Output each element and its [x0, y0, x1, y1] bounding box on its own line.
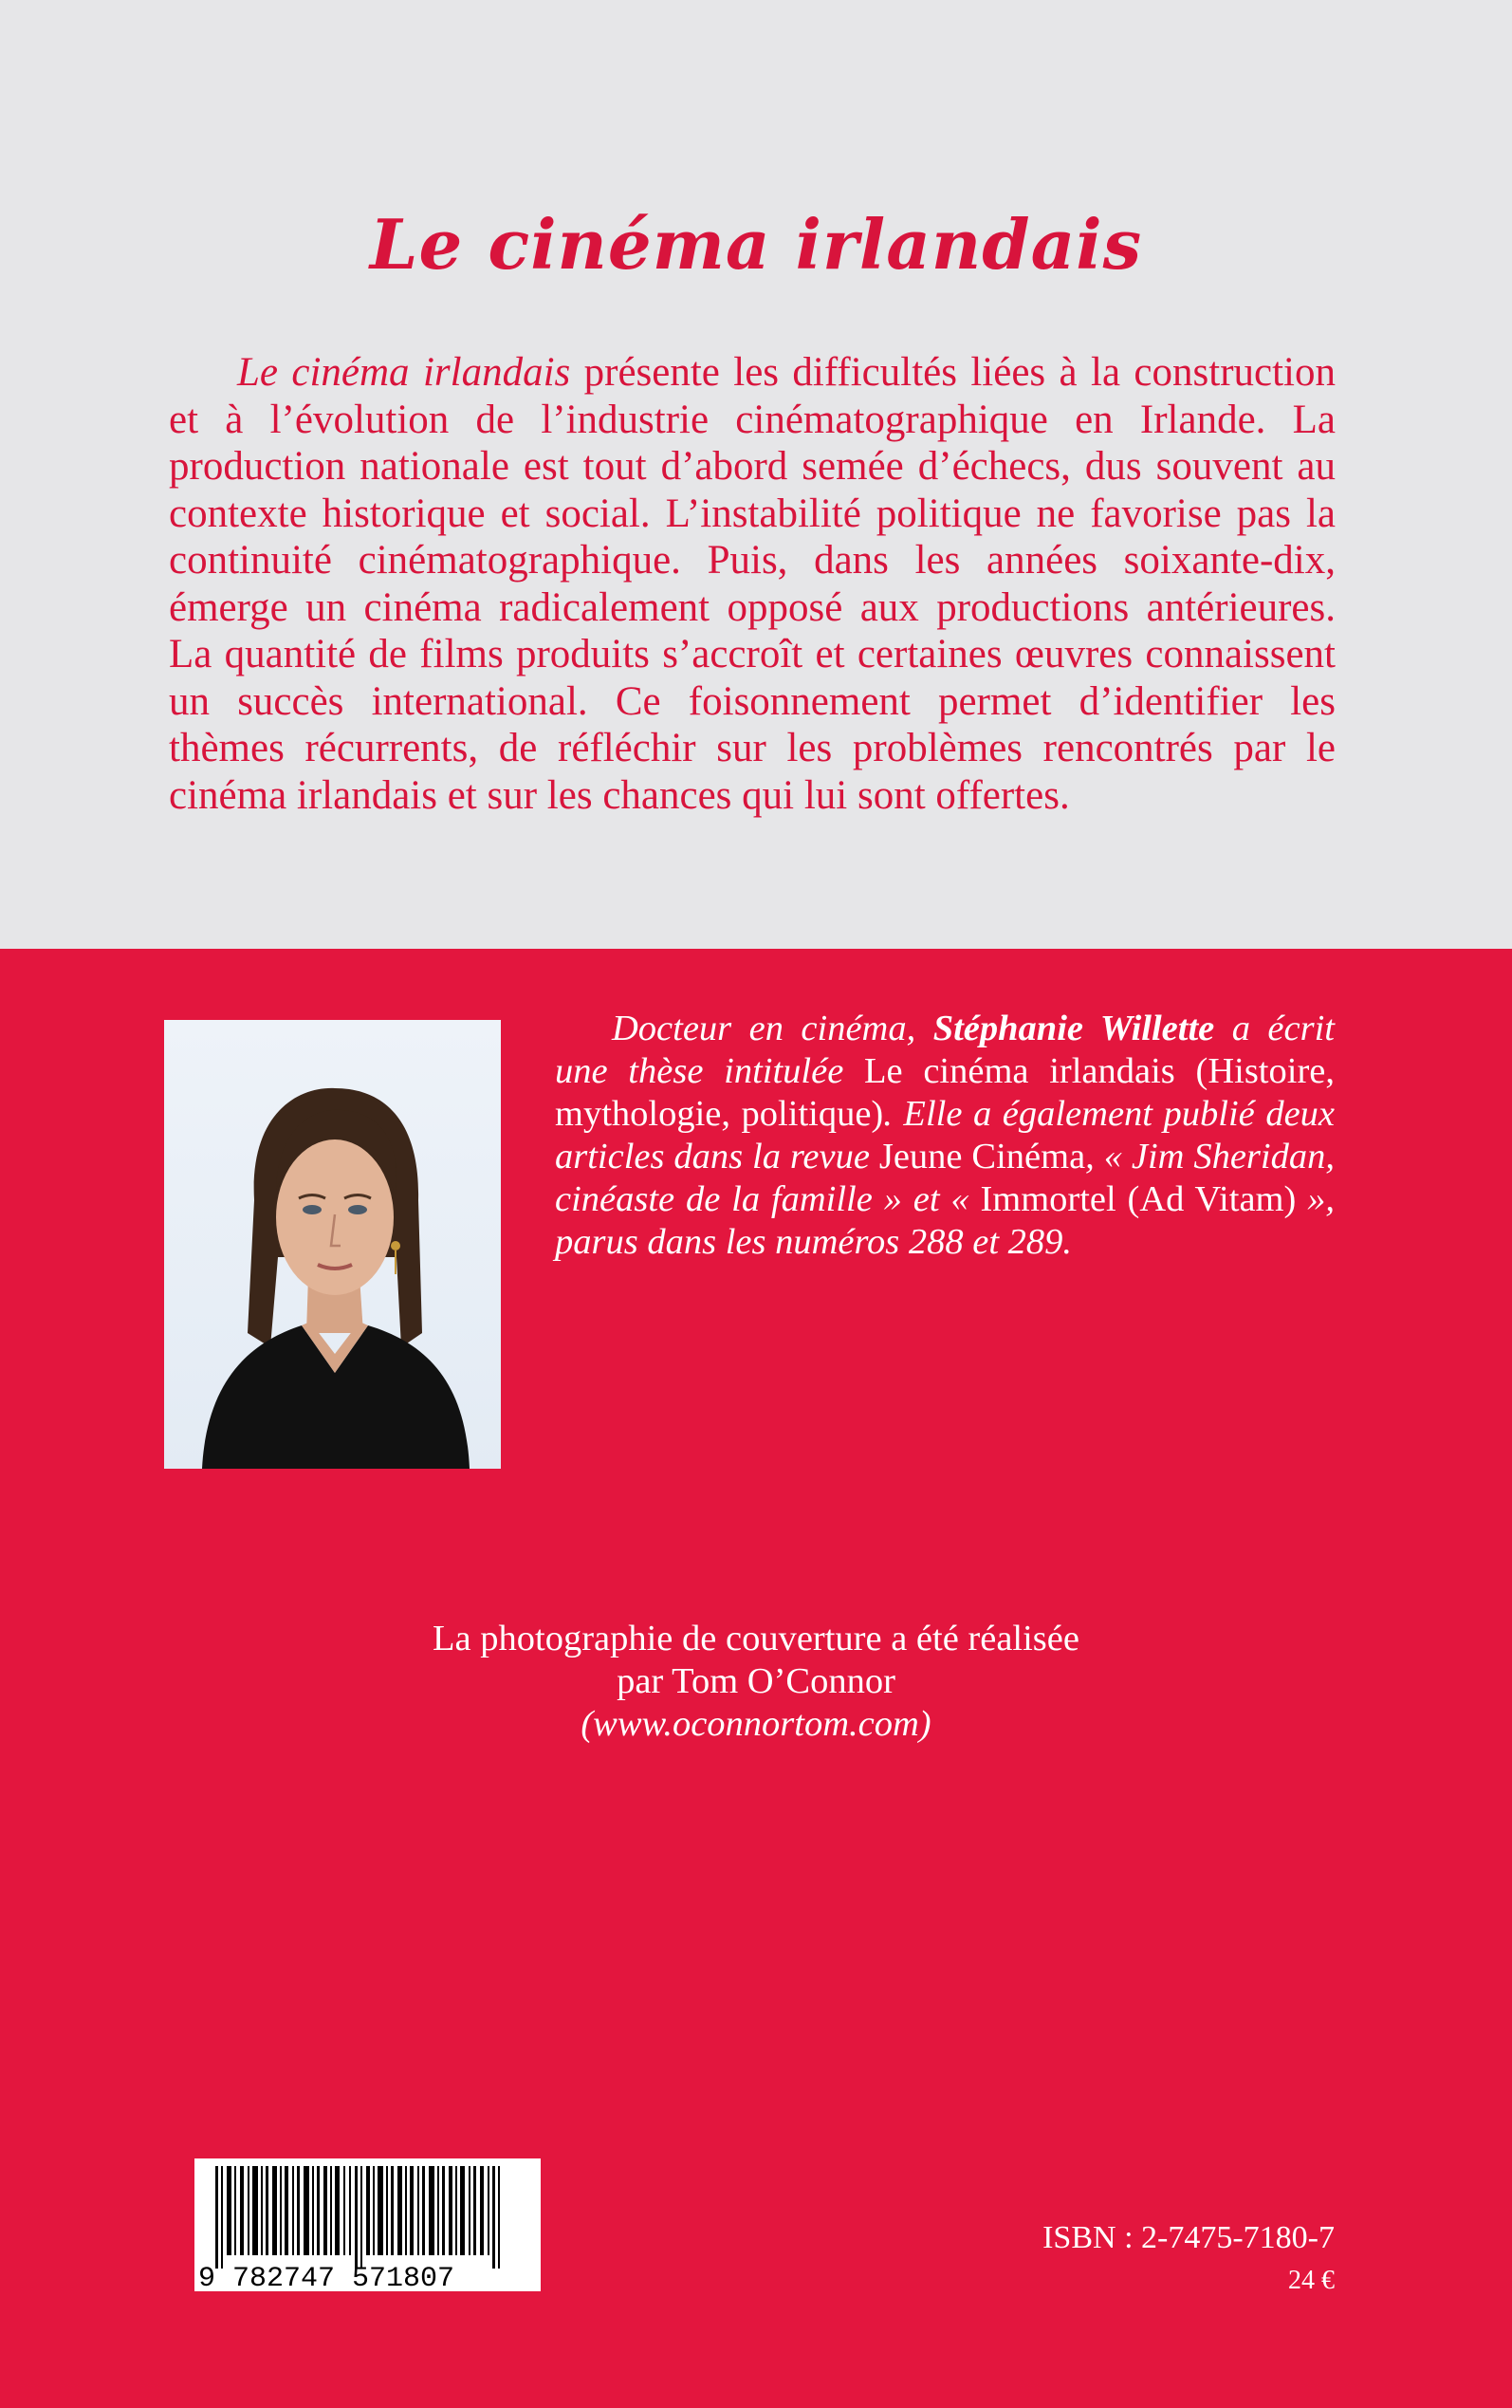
- credit-line-2: par Tom O’Connor: [617, 1661, 895, 1701]
- book-title: Le cinéma irlandais: [369, 204, 1143, 285]
- barcode-bars: [215, 2166, 500, 2269]
- bio-thesis-title: Le cinéma irlandais (Histoire, mythologie, politique): [555, 1051, 1335, 1134]
- synopsis-text: présente les difficultés liées à la construction et à l’évolution de l’industrie cinématographique en Irlande. La production nationale est tout d’abord semée d’échecs, dus souvent au contexte historique et social. L’instabilité politique ne favorise pas la continuité cinématographique. Puis, dans les années soixante-dix, émerge un cinéma radicalement opposé aux productions antérieures. La quantité de films produits s’accroît et certaines œuvres connaissent un succès international. Ce foisonnement permet d’identifier les thèmes récurrents, de réfléchir sur les problèmes rencontrés par le cinéma irlandais et sur les chances qui lui sont offertes.: [169, 350, 1336, 818]
- bio-journal-name: Jeune Cinéma: [878, 1137, 1086, 1176]
- author-photo: [164, 1020, 501, 1469]
- author-name: Stéphanie Willette: [932, 1009, 1215, 1048]
- bio-articles-intro: . Elle a également publié deux articles dans la revue: [555, 1094, 1335, 1176]
- bio-article-one: , « Jim Sheridan, cinéaste de la famille » et «: [555, 1137, 1335, 1219]
- price: 24 €: [1288, 2266, 1335, 2295]
- bio-intro: Docteur en cinéma,: [612, 1009, 933, 1048]
- author-bio: [555, 1008, 1335, 1264]
- author-portrait-illustration: [164, 1020, 501, 1469]
- isbn: ISBN : 2-7475-7180-7: [1042, 2220, 1335, 2255]
- photo-credit: [0, 1618, 1512, 1746]
- synopsis-title-italic: Le cinéma irlandais: [237, 350, 571, 395]
- barcode-graphic: [194, 2158, 541, 2291]
- barcode: [194, 2158, 541, 2291]
- bio-issues: », parus dans les numéros 288 et 289.: [555, 1179, 1336, 1262]
- top-panel: [0, 0, 1512, 949]
- bio-article-two: Immortel (Ad Vitam): [980, 1179, 1297, 1219]
- bio-thesis-intro: a écrit une thèse intitulée: [555, 1009, 1335, 1091]
- barcode-digits: 9 782747 571807: [198, 2263, 455, 2291]
- credit-line-1: La photographie de couverture a été réalisée: [433, 1619, 1079, 1658]
- credit-website: (www.oconnortom.com): [581, 1704, 931, 1744]
- synopsis: [169, 349, 1336, 819]
